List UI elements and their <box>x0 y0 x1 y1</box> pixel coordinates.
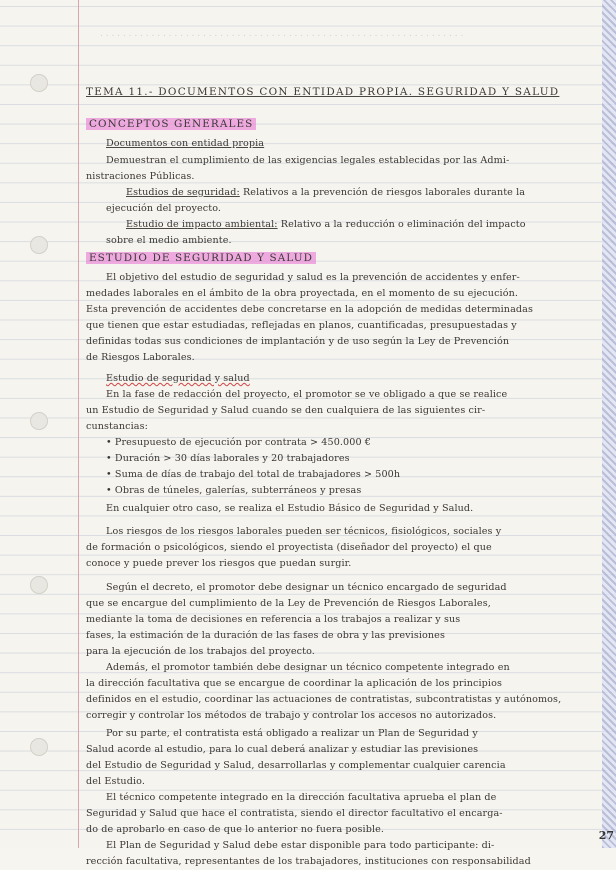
subheading-estudio-seguridad: Estudio de seguridad y salud <box>106 373 250 384</box>
bleed-through-text: . . . . . . . . . . . . . . . . . . . . . . . . . . . . . . . . . . . . . . . . . . . . . . . . . . . . . . . . . . . . . . . . <box>100 29 464 39</box>
text-line: de Riesgos Laborales. <box>86 352 195 363</box>
text-line: nistraciones Públicas. <box>86 171 195 182</box>
text-line: que tienen que estar estudiadas, reflejadas en planos, cuantificadas, presupuestadas y <box>86 320 517 331</box>
term-impacto-ambiental: Estudio de impacto ambiental: <box>126 219 278 230</box>
bullet-item: • Duración > 30 días laborales y 20 trabajadores <box>106 453 350 464</box>
text-line: Seguridad y Salud que hace el contratista, siendo el director facultativo el encarga- <box>86 808 503 819</box>
text-line: sobre el medio ambiente. <box>106 235 232 246</box>
binder-hole <box>30 236 48 254</box>
margin-line <box>78 0 79 848</box>
subheading-documentos: Documentos con entidad propia <box>106 138 265 149</box>
text-line: Por su parte, el contratista está obligado a realizar un Plan de Seguridad y <box>106 728 478 739</box>
text-line: del Estudio de Seguridad y Salud, desarrollarlas y complementar cualquier carencia <box>86 760 506 771</box>
text-line: do de aprobarlo en caso de que lo anterior no fuera posible. <box>86 824 385 835</box>
text-line: corregir y controlar los métodos de trabajo y controlar los accesos no autorizados. <box>86 710 497 721</box>
text-line-impacto <box>126 217 616 233</box>
text-line: Esta prevención de accidentes debe concretarse en la adopción de medidas determinadas <box>86 304 533 315</box>
definition-text: Relativo a la reducción o eliminación del impacto <box>277 219 526 230</box>
section-heading-conceptos: CONCEPTOS GENERALES <box>86 118 256 130</box>
text-line-estudios <box>126 185 616 201</box>
bullet-item: • Obras de túneles, galerías, subterráneos y presas <box>106 485 362 496</box>
text-line: mediante la toma de decisiones en referencia a los trabajos a realizar y sus <box>86 614 461 625</box>
text-line: un Estudio de Seguridad y Salud cuando se den cualquiera de las siguientes cir- <box>86 405 486 416</box>
text-line: de formación o psicológicos, siendo el proyectista (diseñador del proyecto) el que <box>86 542 492 553</box>
text-line: Además, el promotor también debe designar un técnico competente integrado en <box>106 662 510 673</box>
text-line: Demuestran el cumplimiento de las exigencias legales establecidas por las Admi- <box>106 155 510 166</box>
bullet-item: • Suma de días de trabajo del total de trabajadores > 500h <box>106 469 401 480</box>
text-line: En la fase de redacción del proyecto, el promotor se ve obligado a que se realice <box>106 389 508 400</box>
text-line: definidos en el estudio, coordinar las actuaciones de contratistas, subcontratistas y autónomos, <box>86 694 562 705</box>
text-line: El Plan de Seguridad y Salud debe estar disponible para todo participante: di- <box>106 840 495 851</box>
text-line: Los riesgos de los riesgos laborales pueden ser técnicos, fisiológicos, sociales y <box>106 526 502 537</box>
text-line: que se encargue del cumplimiento de la Ley de Prevención de Riesgos Laborales, <box>86 598 491 609</box>
page-edge-pattern <box>602 0 616 848</box>
text-line: conoce y puede prever los riesgos que puedan surgir. <box>86 558 352 569</box>
text-line: En cualquier otro caso, se realiza el Estudio Básico de Seguridad y Salud. <box>106 503 474 514</box>
text-line: del Estudio. <box>86 776 145 787</box>
text-line: la dirección facultativa que se encargue de coordinar la aplicación de los principios <box>86 678 502 689</box>
text-line: medades laborales en el ámbito de la obra proyectada, en el momento de su ejecución. <box>86 288 519 299</box>
text-line: definidas todas sus condiciones de implantación y de uso según la Ley de Prevención <box>86 336 510 347</box>
binder-hole <box>30 74 48 92</box>
definition-text: Relativos a la prevención de riesgos laborales durante la <box>239 187 526 198</box>
section-heading-estudio: ESTUDIO DE SEGURIDAD Y SALUD <box>86 252 316 264</box>
page-title: TEMA 11.- DOCUMENTOS CON ENTIDAD PROPIA. SEGURIDAD Y SALUD <box>86 86 560 98</box>
binder-hole <box>30 412 48 430</box>
text-line: Según el decreto, el promotor debe designar un técnico encargado de seguridad <box>106 582 507 593</box>
text-line: fases, la estimación de la duración de las fases de obra y las previsiones <box>86 630 445 641</box>
page-number: 27 <box>598 829 614 842</box>
bullet-item: • Presupuesto de ejecución por contrata > 450.000 € <box>106 437 372 448</box>
text-line: rección facultativa, representantes de los trabajadores, instituciones con responsabilidad <box>86 856 531 867</box>
text-line: El técnico competente integrado en la dirección facultativa aprueba el plan de <box>106 792 497 803</box>
binder-hole <box>30 738 48 756</box>
text-line: para la ejecución de los trabajos del proyecto. <box>86 646 315 657</box>
text-line: cunstancias: <box>86 421 148 432</box>
term-estudios-seguridad: Estudios de seguridad: <box>126 187 240 198</box>
binder-hole <box>30 576 48 594</box>
text-line: Salud acorde al estudio, para lo cual deberá analizar y estudiar las previsiones <box>86 744 479 755</box>
text-line: El objetivo del estudio de seguridad y salud es la prevención de accidentes y enfer- <box>106 272 520 283</box>
text-line: ejecución del proyecto. <box>106 203 222 214</box>
